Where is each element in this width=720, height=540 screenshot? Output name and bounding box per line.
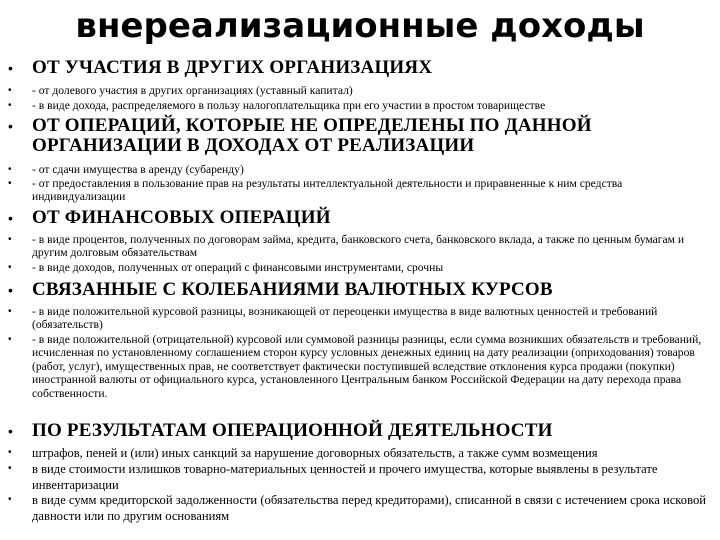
- list-item-text: штрафов, пеней и (или) иных санкций за нарушение договорных обязательств, а также сумм возмещения: [32, 446, 598, 460]
- bullet: •: [8, 100, 12, 111]
- bullet: •: [8, 60, 13, 76]
- section-heading-text: ОТ УЧАСТИЯ В ДРУГИХ ОРГАНИЗАЦИЯХ: [32, 57, 433, 78]
- list-item-text: - в виде положительной (отрицательной) курсовой или суммовой разницы разницы, если сумма возникших обязательств и требований, исчисленная по установленному соглашением сторон курсу условных денежных единиц на дату реализации (оприходования) товаров (работ, услуг), имущественных прав, не соответствует фактически поступившей вследствие отклонения курса продажи (покупки) иностранной валюты от официального курса, установленного Центральным банком Российской Федерации на дату перехода права собственности.: [32, 333, 702, 400]
- bullet: •: [8, 334, 12, 345]
- section-heading-text: СВЯЗАННЫЕ С КОЛЕБАНИЯМИ ВАЛЮТНЫХ КУРСОВ: [32, 279, 553, 300]
- list-item-text: - от долевого участия в других организациях (уставный капитал): [32, 84, 353, 97]
- section-heading-text: ОТ ФИНАНСОВЫХ ОПЕРАЦИЙ: [32, 207, 331, 228]
- bullet: •: [8, 282, 13, 298]
- list-item-text: в виде стоимости излишков товарно-материальных ценностей и прочего имущества, которые выявлены в результате инвентаризации: [32, 462, 658, 492]
- bullet: •: [8, 178, 12, 189]
- bullet: •: [8, 210, 13, 226]
- bullet: •: [8, 306, 12, 317]
- bullet: •: [8, 85, 12, 96]
- bullet: •: [8, 423, 13, 439]
- list-item-text: - от сдачи имущества в аренду (субаренду): [32, 163, 244, 176]
- list-item-text: - в виде положительной курсовой разницы, возникающей от переоценки имущества в виде валютных ценностей и требований (обязательств): [32, 305, 658, 332]
- bullet: •: [8, 463, 12, 474]
- list-item-text: в виде сумм кредиторской задолженности (обязательства перед кредиторами), списанной в связи с истечением срока исковой давности или по другим основаниям: [32, 493, 706, 523]
- page-title: внереализационные доходы: [75, 6, 645, 46]
- bullet: •: [8, 234, 12, 245]
- section-heading-text: ПО РЕЗУЛЬТАТАМ ОПЕРАЦИОННОЙ ДЕЯТЕЛЬНОСТИ: [32, 420, 553, 441]
- bullet: •: [8, 494, 12, 505]
- list-item-text: - в виде доходов, полученных от операций с финансовыми инструментами, срочны: [32, 261, 444, 274]
- list-item-text: - в виде процентов, полученных по договорам займа, кредита, банковского счета, банковского вклада, а также по ценным бумагам и другим долговым обязательствам: [32, 233, 685, 260]
- bullet: •: [8, 164, 12, 175]
- bullet: •: [8, 118, 13, 134]
- section-heading-text: ОТ ОПЕРАЦИЙ, КОТОРЫЕ НЕ ОПРЕДЕЛЕНЫ ПО ДАННОЙ ОРГАНИЗАЦИИ В ДОХОДАХ ОТ РЕАЛИЗАЦИИ: [32, 115, 592, 156]
- bullet: •: [8, 262, 12, 273]
- bullet: •: [8, 447, 12, 458]
- list-item-text: - от предоставления в пользование прав на результаты интеллектуальной деятельности и приравненные к ним средства индивидуализации: [32, 177, 623, 204]
- list-item-text: - в виде дохода, распределяемого в пользу налогоплательщика при его участии в простом товариществе: [32, 99, 546, 112]
